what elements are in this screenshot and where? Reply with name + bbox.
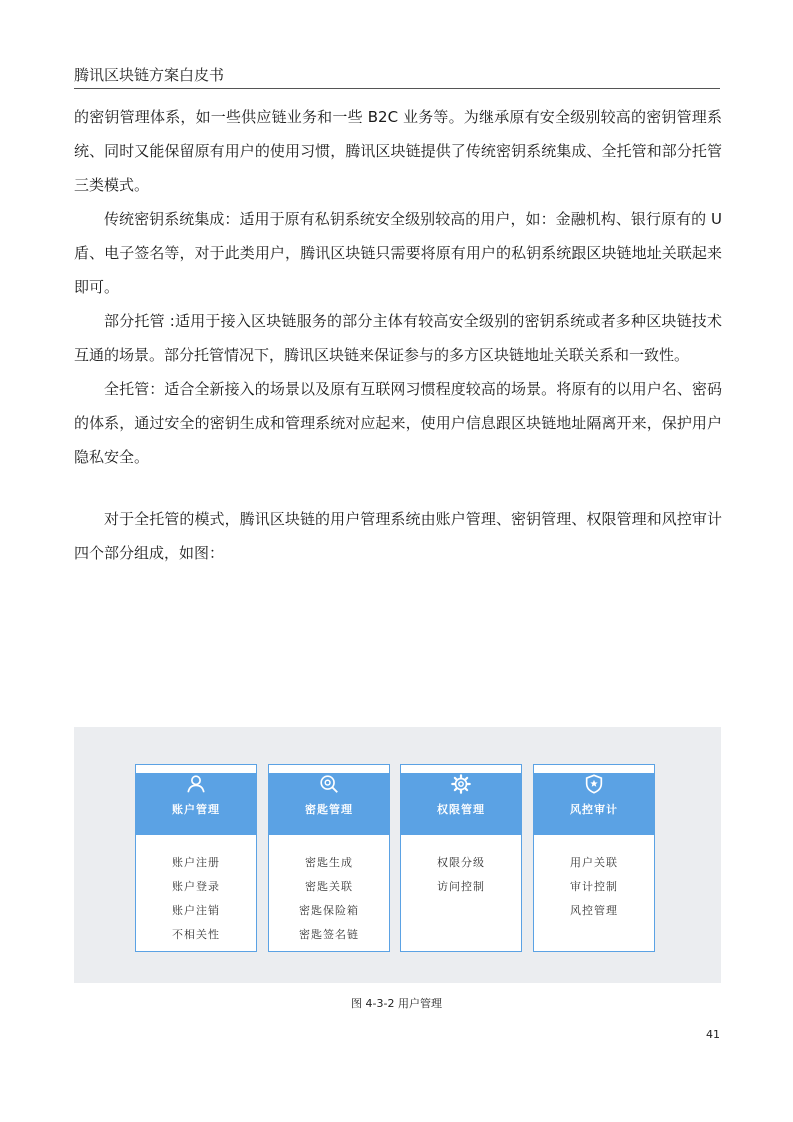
card-item: 权限分级 — [437, 856, 485, 869]
paragraph-4: 全托管：适合全新接入的场景以及原有互联网习惯程度较高的场景。将原有的以用户名、密码的体系，通过安全的密钥生成和管理系统对应起来，使用户信息跟区块链地址隔离开来，保护用户隐私安全。 — [74, 380, 722, 466]
card-key-management — [268, 764, 390, 952]
page-number: 41 — [706, 1028, 720, 1041]
card-item: 风控管理 — [570, 904, 618, 917]
card-title: 密匙管理 — [305, 803, 353, 816]
key-search-icon — [318, 773, 340, 795]
card-item: 访问控制 — [437, 880, 485, 893]
paragraph-3: 部分托管 :适用于接入区块链服务的部分主体有较高安全级别的密钥系统或者多种区块链技术互通的场景。部分托管情况下，腾讯区块链来保证参与的多方区块链地址关联关系和一致性。 — [74, 312, 722, 364]
card-title: 权限管理 — [437, 803, 485, 816]
card-item: 不相关性 — [172, 928, 220, 941]
card-account-management — [135, 764, 257, 952]
page-header-title: 腾讯区块链方案白皮书 — [74, 66, 225, 84]
card-header — [534, 773, 654, 835]
card-item: 密匙签名链 — [299, 928, 359, 941]
card-item: 账户登录 — [172, 880, 220, 893]
card-permission-management — [400, 764, 522, 952]
card-item-list — [136, 835, 256, 947]
paragraph-1: 的密钥管理体系，如一些供应链业务和一些 B2C 业务等。为继承原有安全级别较高的密钥管理系统、同时又能保留原有用户的使用习惯，腾讯区块链提供了传统密钥系统集成、全托管和部分托管三类模式。 — [74, 108, 722, 194]
card-item: 用户关联 — [570, 856, 618, 869]
user-icon — [185, 773, 207, 795]
card-item: 账户注册 — [172, 856, 220, 869]
card-item-list — [534, 835, 654, 923]
card-title: 风控审计 — [570, 803, 618, 816]
header-divider — [74, 88, 720, 89]
card-item: 密匙生成 — [305, 856, 353, 869]
card-risk-audit — [533, 764, 655, 952]
gear-icon — [450, 773, 472, 795]
card-header — [401, 773, 521, 835]
paragraph-5: 对于全托管的模式，腾讯区块链的用户管理系统由账户管理、密钥管理、权限管理和风控审计四个部分组成，如图： — [74, 510, 722, 562]
card-item: 密匙保险箱 — [299, 904, 359, 917]
card-item-list — [401, 835, 521, 899]
shield-icon — [583, 773, 605, 795]
card-item: 账户注销 — [172, 904, 220, 917]
body-text — [74, 100, 722, 570]
card-item: 审计控制 — [570, 880, 618, 893]
card-item-list — [269, 835, 389, 947]
paragraph-2: 传统密钥系统集成：适用于原有私钥系统安全级别较高的用户，如：金融机构、银行原有的 U 盾、电子签名等，对于此类用户，腾讯区块链只需要将原有用户的私钥系统跟区块链地址关联起来即可。 — [74, 210, 722, 296]
card-header — [136, 773, 256, 835]
figure-caption: 图 4-3-2 用户管理 — [351, 997, 442, 1010]
card-title: 账户管理 — [172, 803, 220, 816]
card-header — [269, 773, 389, 835]
card-item: 密匙关联 — [305, 880, 353, 893]
